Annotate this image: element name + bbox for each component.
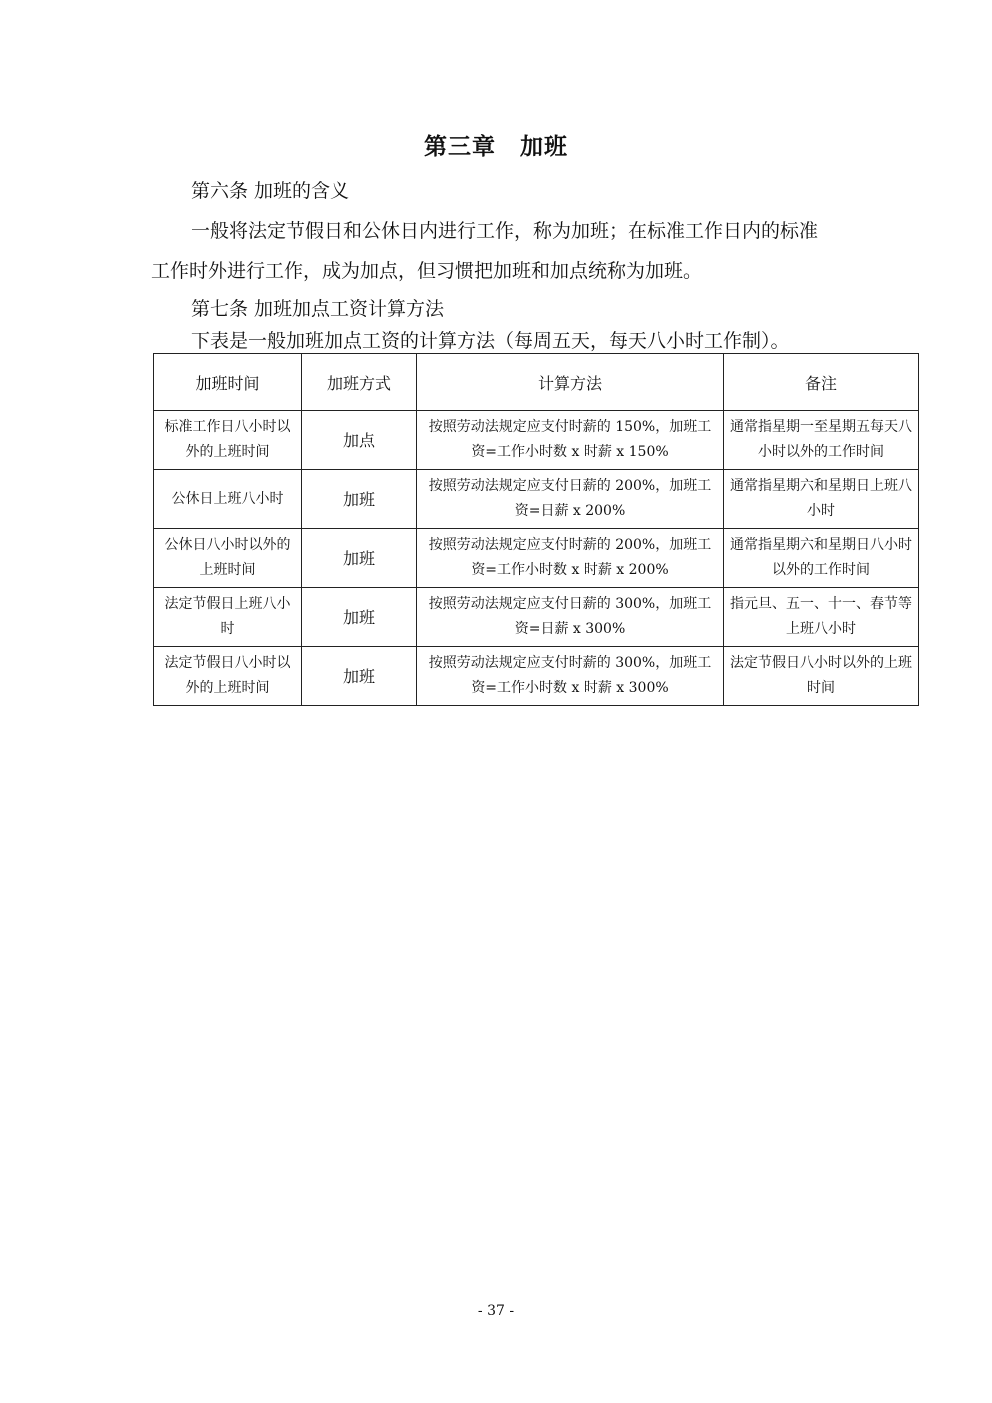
article-6-paragraph-line-1: 一般将法定节假日和公休日内进行工作，称为加班；在标准工作日内的标准 (191, 220, 819, 242)
cell-method: 按照劳动法规定应支付时薪的 300%，加班工资=工作小时数 x 时薪 x 300% (417, 647, 724, 706)
overtime-pay-table (153, 353, 919, 706)
table-row (154, 470, 919, 529)
article-6-paragraph-line-2: 工作时外进行工作，成为加点，但习惯把加班和加点统称为加班。 (151, 260, 703, 282)
cell-note: 通常指星期一至星期五每天八小时以外的工作时间 (724, 411, 919, 470)
cell-note: 通常指星期六和星期日上班八小时 (724, 470, 919, 529)
header-remarks: 备注 (724, 354, 919, 411)
cell-mode: 加班 (302, 470, 417, 529)
table-header-row (154, 354, 919, 411)
cell-method: 按照劳动法规定应支付时薪的 200%，加班工资=工作小时数 x 时薪 x 200% (417, 529, 724, 588)
cell-time: 公休日上班八小时 (154, 470, 302, 529)
article-7-intro: 下表是一般加班加点工资的计算方法（每周五天，每天八小时工作制）。 (191, 330, 790, 352)
cell-mode: 加班 (302, 529, 417, 588)
cell-time: 法定节假日八小时以外的上班时间 (154, 647, 302, 706)
table-row (154, 529, 919, 588)
cell-method: 按照劳动法规定应支付日薪的 300%，加班工资=日薪 x 300% (417, 588, 724, 647)
table-row (154, 647, 919, 706)
page-number: - 37 - (477, 1303, 515, 1319)
header-calculation-method: 计算方法 (417, 354, 724, 411)
cell-note: 指元旦、五一、十一、春节等上班八小时 (724, 588, 919, 647)
article-6-heading: 第六条 加班的含义 (191, 180, 350, 202)
cell-time: 法定节假日上班八小时 (154, 588, 302, 647)
article-7-heading: 第七条 加班加点工资计算方法 (191, 298, 445, 320)
header-overtime-mode: 加班方式 (302, 354, 417, 411)
cell-method: 按照劳动法规定应支付时薪的 150%，加班工资=工作小时数 x 时薪 x 150% (417, 411, 724, 470)
cell-mode: 加班 (302, 647, 417, 706)
cell-time: 标准工作日八小时以外的上班时间 (154, 411, 302, 470)
cell-method: 按照劳动法规定应支付日薪的 200%，加班工资=日薪 x 200% (417, 470, 724, 529)
cell-note: 法定节假日八小时以外的上班时间 (724, 647, 919, 706)
cell-time: 公休日八小时以外的上班时间 (154, 529, 302, 588)
cell-mode: 加点 (302, 411, 417, 470)
chapter-title: 第三章 加班 (424, 134, 568, 160)
table-row (154, 588, 919, 647)
header-overtime-time: 加班时间 (154, 354, 302, 411)
table-row (154, 411, 919, 470)
cell-mode: 加班 (302, 588, 417, 647)
cell-note: 通常指星期六和星期日八小时以外的工作时间 (724, 529, 919, 588)
